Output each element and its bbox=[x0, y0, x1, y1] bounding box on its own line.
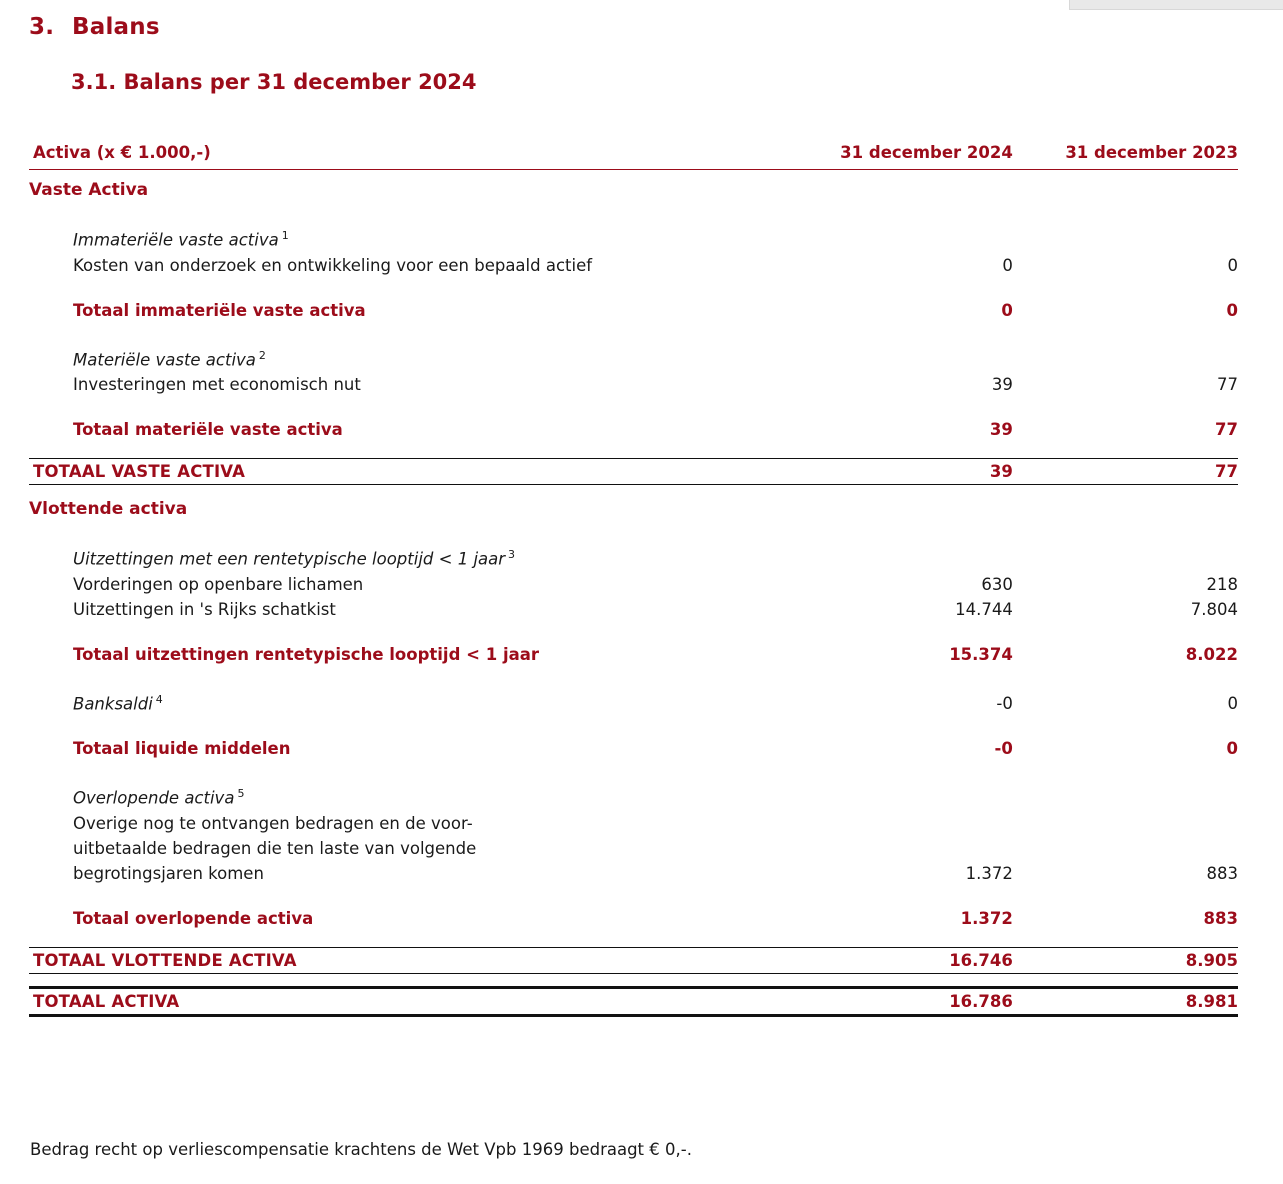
row-value-2024: 0 bbox=[1002, 255, 1013, 275]
subtotal-value-2023: 883 bbox=[1203, 908, 1238, 928]
spacer bbox=[29, 485, 1238, 498]
subtotal-immateriele-vaste-activa bbox=[29, 298, 1238, 323]
spacer bbox=[29, 716, 1238, 736]
spacer bbox=[29, 973, 1238, 986]
subhead-text: Immateriële vaste activa bbox=[73, 230, 279, 250]
total-value-2024: 39 bbox=[989, 462, 1013, 481]
row-label: Kosten van onderzoek en ontwikkeling voor een bepaald actief bbox=[73, 255, 593, 275]
group-title-vlottende-activa: Vlottende activa bbox=[29, 499, 188, 519]
spacer bbox=[29, 203, 1238, 223]
header-col-2024: 31 december 2024 bbox=[840, 143, 1013, 162]
header-col-2023: 31 december 2023 bbox=[1065, 143, 1238, 162]
spacer bbox=[29, 170, 1238, 179]
row-label-line2: uitbetaalde bedragen die ten laste van volgende bbox=[73, 838, 477, 858]
chapter-title: Balans bbox=[72, 14, 160, 40]
table-row bbox=[29, 811, 1238, 886]
table-header-row bbox=[29, 140, 1238, 169]
spacer bbox=[29, 397, 1238, 417]
subhead-text: Banksaldi bbox=[73, 694, 153, 713]
grand-total-rule-bottom bbox=[29, 1014, 1238, 1016]
row-value-2023: 0 bbox=[1227, 694, 1238, 713]
subtotal-value-2023: 0 bbox=[1226, 739, 1238, 758]
subtotal-value-2023: 77 bbox=[1215, 420, 1238, 439]
total-value-2024: 16.746 bbox=[949, 950, 1013, 970]
subhead-text: Overlopende activa bbox=[73, 788, 235, 808]
subtotal-uitzettingen bbox=[29, 642, 1238, 667]
subhead-text: Materiële vaste activa bbox=[73, 350, 256, 369]
table-row bbox=[29, 597, 1238, 622]
subtotal-label: Totaal uitzettingen rentetypische looptijd < 1 jaar bbox=[73, 644, 540, 664]
header-label: Activa (x € 1.000,-) bbox=[33, 143, 211, 162]
subtotal-label: Totaal materiële vaste activa bbox=[73, 420, 343, 439]
spacer bbox=[29, 622, 1238, 642]
subtotal-label: Totaal immateriële vaste activa bbox=[73, 300, 366, 320]
footnote-marker: 5 bbox=[237, 787, 245, 800]
total-label: TOTAAL VASTE ACTIVA bbox=[33, 462, 246, 481]
spacer bbox=[29, 278, 1238, 298]
footnote-marker: 3 bbox=[508, 548, 516, 561]
grand-total-activa bbox=[29, 987, 1238, 1014]
page-footnote: Bedrag recht op verliescompensatie krachtens de Wet Vpb 1969 bedraagt € 0,-. bbox=[30, 1140, 692, 1159]
spacer bbox=[29, 323, 1238, 343]
total-vaste-activa bbox=[29, 459, 1238, 485]
total-vlottende-activa bbox=[29, 947, 1238, 973]
row-value-2024: 630 bbox=[981, 574, 1013, 594]
subtotal-liquide-middelen bbox=[29, 736, 1238, 761]
spacer bbox=[29, 886, 1238, 906]
subhead-uitzettingen bbox=[29, 542, 1238, 572]
page-top-artifact bbox=[1069, 0, 1283, 10]
spacer bbox=[29, 522, 1238, 542]
row-value-2023: 0 bbox=[1227, 255, 1238, 275]
grand-total-label: TOTAAL ACTIVA bbox=[33, 991, 180, 1011]
subtotal-value-2023: 8.022 bbox=[1185, 644, 1238, 664]
subtotal-value-2024: 15.374 bbox=[949, 644, 1013, 664]
subtotal-value-2024: 39 bbox=[989, 420, 1013, 439]
section-title: 3.1. Balans per 31 december 2024 bbox=[71, 70, 477, 94]
subhead-materiele-vaste-activa bbox=[29, 343, 1238, 373]
row-value-2023: 77 bbox=[1217, 375, 1238, 394]
row-label-line3: begrotingsjaren komen bbox=[73, 863, 264, 883]
row-value-2023: 218 bbox=[1206, 574, 1238, 594]
subhead-text: Uitzettingen met een rentetypische looptijd < 1 jaar bbox=[73, 549, 506, 569]
spacer bbox=[29, 442, 1238, 458]
subtotal-value-2024: -0 bbox=[994, 739, 1013, 758]
total-value-2023: 8.905 bbox=[1185, 950, 1238, 970]
subtotal-label: Totaal liquide middelen bbox=[73, 739, 291, 758]
row-value-2024: 14.744 bbox=[955, 599, 1013, 619]
spacer bbox=[29, 931, 1238, 947]
row-value-2024: -0 bbox=[996, 694, 1013, 713]
balance-sheet-table bbox=[29, 140, 1238, 1017]
spacer bbox=[29, 761, 1238, 781]
row-value-2023: 883 bbox=[1206, 863, 1238, 883]
subtotal-value-2024: 0 bbox=[1001, 300, 1013, 320]
row-value-2024: 1.372 bbox=[965, 863, 1013, 883]
total-value-2023: 77 bbox=[1215, 462, 1238, 481]
row-value-2023: 7.804 bbox=[1190, 599, 1238, 619]
subtotal-materiele-vaste-activa bbox=[29, 417, 1238, 442]
row-label: Investeringen met economisch nut bbox=[73, 375, 361, 394]
footnote-marker: 1 bbox=[281, 229, 289, 242]
table-row bbox=[29, 253, 1238, 278]
row-label-line1: Overige nog te ontvangen bedragen en de voor- bbox=[73, 813, 473, 833]
subtotal-value-2023: 0 bbox=[1226, 300, 1238, 320]
row-label: Uitzettingen in 's Rijks schatkist bbox=[73, 599, 336, 619]
subhead-banksaldi bbox=[29, 687, 1238, 717]
subtotal-value-2024: 1.372 bbox=[960, 908, 1013, 928]
grand-total-value-2024: 16.786 bbox=[949, 991, 1013, 1011]
footnote-marker: 2 bbox=[258, 348, 266, 362]
footnote-marker: 4 bbox=[155, 692, 163, 706]
page-title bbox=[29, 14, 160, 40]
spacer bbox=[29, 667, 1238, 687]
table-row bbox=[29, 572, 1238, 597]
group-title-vaste-activa: Vaste Activa bbox=[29, 180, 149, 200]
table-row bbox=[29, 372, 1238, 397]
subhead-overlopende-activa bbox=[29, 781, 1238, 811]
total-label: TOTAAL VLOTTENDE ACTIVA bbox=[33, 950, 297, 970]
grand-total-value-2023: 8.981 bbox=[1185, 991, 1238, 1011]
subhead-immateriele-vaste-activa bbox=[29, 223, 1238, 253]
chapter-number: 3. bbox=[29, 14, 55, 40]
row-label: Vorderingen op openbare lichamen bbox=[73, 574, 364, 594]
row-value-2024: 39 bbox=[991, 375, 1013, 394]
subtotal-overlopende-activa bbox=[29, 906, 1238, 931]
subtotal-label: Totaal overlopende activa bbox=[73, 908, 314, 928]
